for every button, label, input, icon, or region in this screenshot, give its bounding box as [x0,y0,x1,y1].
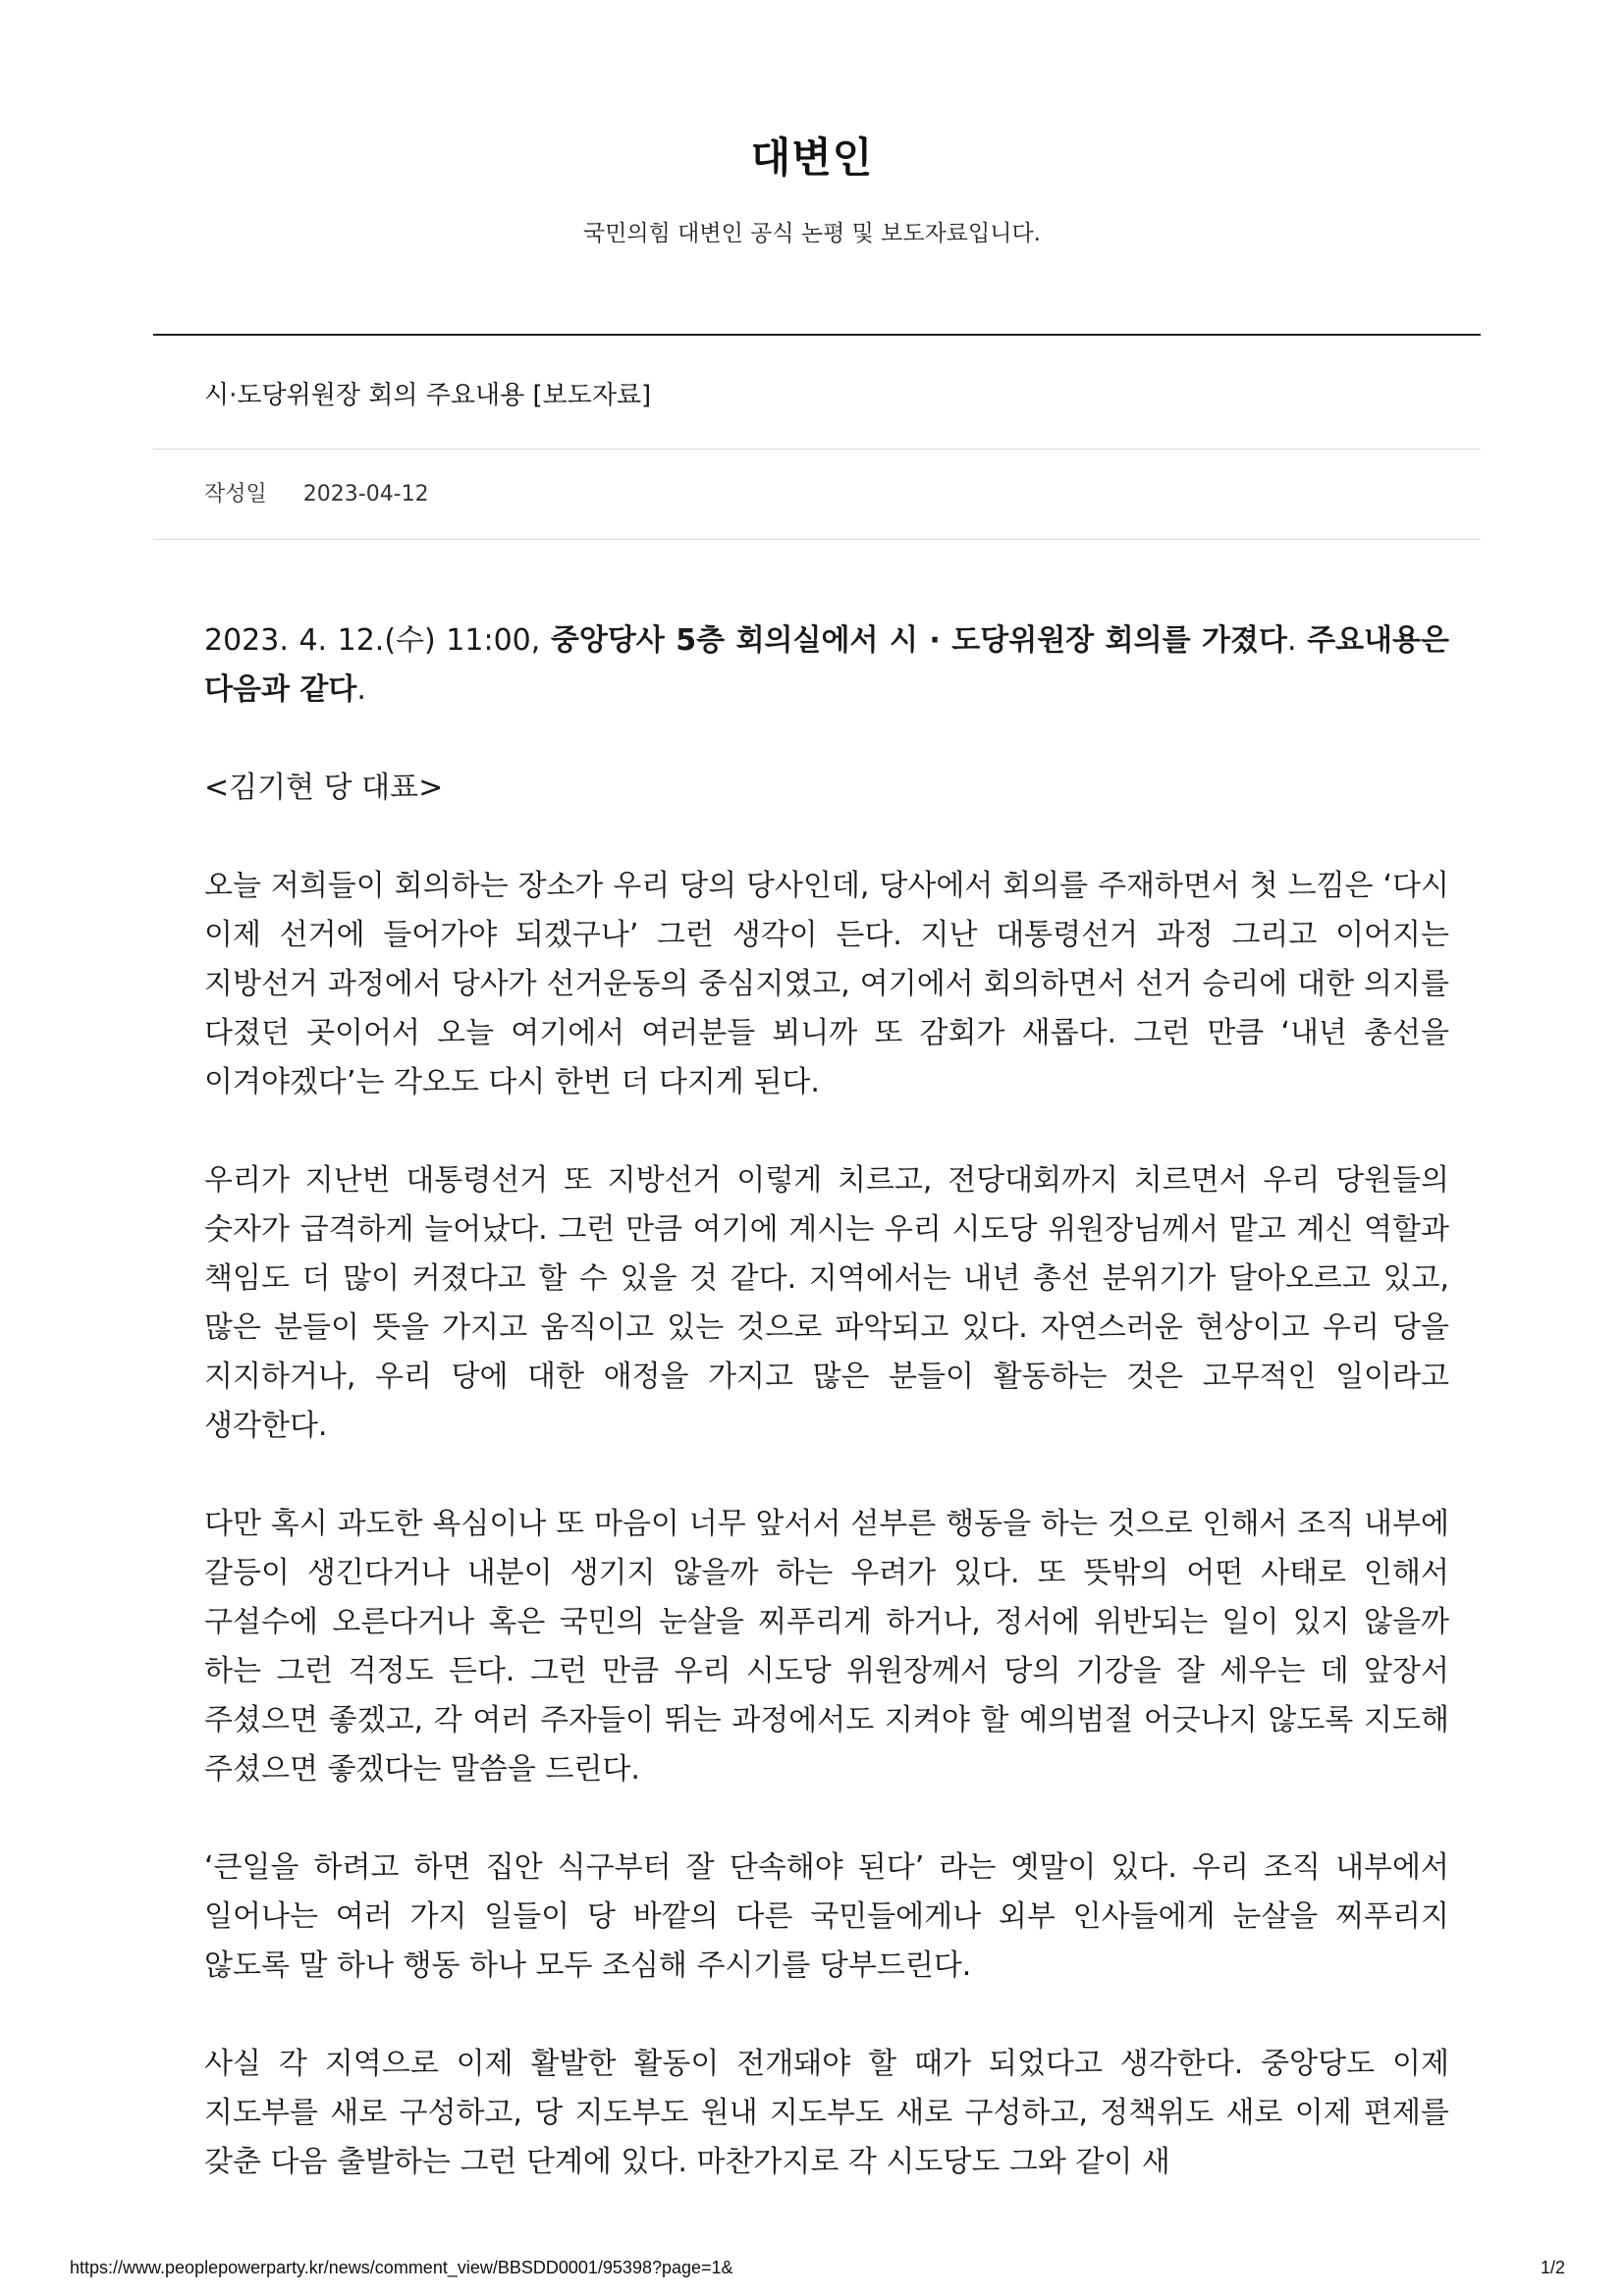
meta-divider [153,539,1481,540]
post-title: 시·도당위원장 회의 주요내용 [보도자료] [204,381,652,410]
speaker-heading: <김기현 당 대표> [204,771,444,805]
intro-summary: 주요내용은 다음과 같다 [204,623,1449,707]
intro-location: 중앙당사 5층 회의실에서 시 · 도당위원장 회의를 가졌다 [550,623,1287,658]
body-paragraph: 오늘 저희들이 회의하는 장소가 우리 당의 당사인데, 당사에서 회의를 주재하면서 첫 느낌은 ‘다시 이제 선거에 들어가야 되겠구나’ 그런 생각이 든다. 지난 대통령선거 과정 그리고 이어지는 지방선거 과정에서 당사가 선거운동의 중심지였고, 여기에서 회의하면서 선거 승리에 대한 의지를 다졌던 곳이어서 오늘 여기에서 여러분들 뵈니까 또 감회가 새롭다. 그런 만큼 ‘내년 총선을 이겨야겠다’는 각오도 다시 한번 더 다지게 된다. [204,869,1449,1099]
post-meta [204,477,429,507]
post-date: 2023-04-12 [302,482,429,507]
board-description: 국민의힘 대변인 공식 논평 및 보도자료입니다. [582,221,1041,246]
body-paragraph: 사실 각 지역으로 이제 활발한 활동이 전개돼야 할 때가 되었다고 생각한다. 중앙당도 이제 지도부를 새로 구성하고, 당 지도부도 원내 지도부도 새로 구성하고, 정책위도 새로 이제 편제를 갖춘 다음 출발하는 그런 단계에 있다. 마찬가지로 각 시도당도 그와 같이 새 [204,2047,1449,2179]
body-paragraph: 다만 혹시 과도한 욕심이나 또 마음이 너무 앞서서 섣부른 행동을 하는 것으로 인해서 조직 내부에 갈등이 생긴다거나 내분이 생기지 않을까 하는 우려가 있다. 또 뜻밖의 어떤 사태로 인해서 구설수에 오른다거나 혹은 국민의 눈살을 찌푸리게 하거나, 정서에 위반되는 일이 있지 않을까 하는 그런 걱정도 든다. 그런 만큼 우리 시도당 위원장께서 당의 기강을 잘 세우는 데 앞장서 주셨으면 좋겠고, 각 여러 주자들이 뛰는 과정에서도 지켜야 할 예의범절 어긋나지 않도록 지도해 주셨으면 좋겠다는 말씀을 드린다. [204,1507,1449,1787]
header-divider [153,334,1481,336]
body-paragraph: 우리가 지난번 대통령선거 또 지방선거 이렇게 치르고, 전당대회까지 치르면서 우리 당원들의 숫자가 급격하게 늘어났다. 그런 만큼 여기에 계시는 우리 시도당 위원장님께서 맡고 계신 역할과 책임도 더 많이 커졌다고 할 수 있을 것 같다. 지역에서는 내년 총선 분위기가 달아오르고 있고, 많은 분들이 뜻을 가지고 움직이고 있는 것으로 파악되고 있다. 자연스러운 현상이고 우리 당을 지지하거나, 우리 당에 대한 애정을 가지고 많은 분들이 활동하는 것은 고무적인 일이라고 생각한다. [204,1163,1449,1443]
body-paragraph: ‘큰일을 하려고 하면 집안 식구부터 잘 단속해야 된다’ 라는 옛말이 있다. 우리 조직 내부에서 일어나는 여러 가지 일들이 당 바깥의 다른 국민들에게나 외부 인사들에게 눈살을 찌푸리지 않도록 말 하나 행동 하나 모두 조심해 주시기를 당부드린다. [204,1850,1450,1983]
footer-url: https://www.peoplepowerparty.kr/news/comment_view/BBSDD0001/95398?page=1& [70,2258,733,2277]
page-number: 1/2 [1540,2258,1565,2277]
article-body [204,616,1449,2236]
board-title: 대변인 [750,133,874,182]
title-divider [153,449,1481,450]
intro-paragraph: 2023. 4. 12.(수) 11:00, 중앙당사 5층 회의실에서 시 · 도당위원장 회의를 가졌다. 주요내용은 다음과 같다. [204,623,1449,707]
intro-datetime: 2023. 4. 12.(수) 11:00, [204,623,551,658]
date-label: 작성일 [204,482,267,507]
